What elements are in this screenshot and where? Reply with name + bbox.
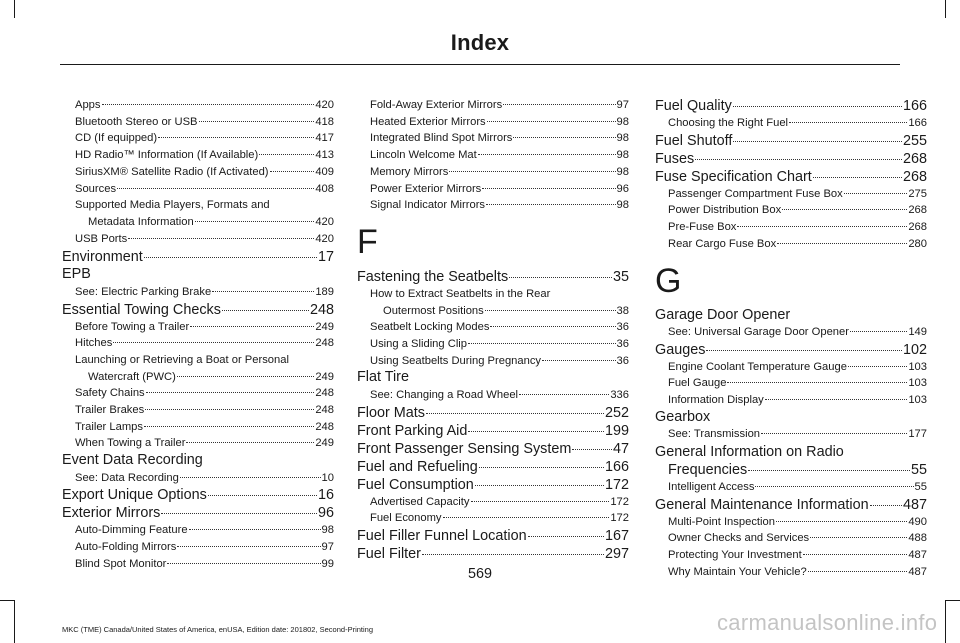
index-subentry[interactable]: Pre-Fuse Box 268 xyxy=(668,221,927,234)
index-subentry[interactable]: Safety Chains 248 xyxy=(75,387,334,400)
index-subentry[interactable]: See: Electric Parking Brake 189 xyxy=(75,285,334,298)
index-column-3 xyxy=(655,97,927,581)
index-heading: Event Data Recording xyxy=(62,452,203,469)
index-subentry[interactable]: Auto-Dimming Feature 98 xyxy=(75,524,334,537)
index-subentry[interactable]: Lincoln Welcome Mat 98 xyxy=(370,149,629,162)
index-entry[interactable]: Fuses 268 xyxy=(655,150,927,167)
index-subentry[interactable]: Fuel Gauge 103 xyxy=(668,377,927,390)
index-subentry[interactable]: Signal Indicator Mirrors 98 xyxy=(370,199,629,212)
index-subentry[interactable]: SiriusXM® Satellite Radio (If Activated) 409 xyxy=(75,165,334,178)
index-subentry[interactable]: See: Transmission 177 xyxy=(668,428,927,441)
index-subentry[interactable]: Trailer Lamps 248 xyxy=(75,420,334,433)
index-subentry[interactable]: See: Data Recording 10 xyxy=(75,471,334,484)
index-entry[interactable]: Fuel and Refueling 166 xyxy=(357,458,629,475)
index-entry[interactable]: General Maintenance Information 487 xyxy=(655,496,927,513)
index-entry[interactable]: Fuel Filter 297 xyxy=(357,546,629,563)
index-subentry[interactable]: Apps 420 xyxy=(75,99,334,111)
crop-mark xyxy=(14,600,15,643)
index-column-1 xyxy=(62,97,334,572)
index-subentry[interactable]: Supported Media Players, Formats and Metadata Information 420 xyxy=(75,199,334,228)
index-subentry[interactable]: Blind Spot Monitor 99 xyxy=(75,557,334,570)
index-subentry[interactable]: Power Exterior Mirrors 96 xyxy=(370,182,629,195)
index-subentry[interactable]: Protecting Your Investment 487 xyxy=(668,549,927,562)
index-entry[interactable]: Fastening the Seatbelts 35 xyxy=(357,268,629,285)
index-subentry[interactable]: HD Radio™ Information (If Available) 413 xyxy=(75,149,334,162)
index-entry[interactable]: Floor Mats 252 xyxy=(357,404,629,421)
index-entry[interactable]: Front Parking Aid 199 xyxy=(357,422,629,439)
index-entry[interactable]: General Information on Radio Frequencies 55 xyxy=(655,444,927,479)
index-subentry[interactable]: Choosing the Right Fuel 166 xyxy=(668,117,927,129)
index-entry[interactable]: Environment 17 xyxy=(62,249,334,266)
index-subentry[interactable]: How to Extract Seatbelts in the Rear Outermost Positions 38 xyxy=(370,287,629,317)
footer-text: MKC (TME) Canada/United States of America, enUSA, Edition date: 201802, Second-Printing xyxy=(62,625,373,634)
index-subentry[interactable]: Before Towing a Trailer 249 xyxy=(75,320,334,333)
index-heading: Flat Tire xyxy=(357,369,409,386)
index-subentry[interactable]: See: Universal Garage Door Opener 149 xyxy=(668,326,927,339)
index-subentry[interactable]: Owner Checks and Services 488 xyxy=(668,532,927,545)
crop-mark xyxy=(14,0,15,18)
index-entry[interactable]: Front Passenger Sensing System 47 xyxy=(357,440,629,457)
index-subentry[interactable]: Bluetooth Stereo or USB 418 xyxy=(75,115,334,128)
index-subentry[interactable]: Fuel Economy 172 xyxy=(370,512,629,525)
index-heading: Garage Door Opener xyxy=(655,306,791,323)
crop-mark xyxy=(945,600,960,601)
index-subentry[interactable]: Fold-Away Exterior Mirrors 97 xyxy=(370,99,629,111)
index-subentry[interactable]: Passenger Compartment Fuse Box 275 xyxy=(668,187,927,200)
index-subentry[interactable]: Auto-Folding Mirrors 97 xyxy=(75,541,334,554)
index-entry[interactable]: Export Unique Options 16 xyxy=(62,487,334,504)
page-number: 569 xyxy=(467,566,492,582)
index-subentry[interactable]: Trailer Brakes 248 xyxy=(75,404,334,417)
index-subentry[interactable]: Using Seatbelts During Pregnancy 36 xyxy=(370,354,629,367)
index-subentry[interactable]: Rear Cargo Fuse Box 280 xyxy=(668,237,927,250)
index-entry[interactable]: Fuse Specification Chart 268 xyxy=(655,168,927,185)
index-subentry[interactable]: Intelligent Access 55 xyxy=(668,481,927,494)
index-subentry[interactable]: When Towing a Trailer 249 xyxy=(75,437,334,450)
index-entry[interactable]: Exterior Mirrors 96 xyxy=(62,505,334,522)
index-entry[interactable]: Fuel Filler Funnel Location 167 xyxy=(357,528,629,545)
index-subentry[interactable]: Sources 408 xyxy=(75,182,334,195)
title-rule xyxy=(60,64,900,65)
index-column-2 xyxy=(357,97,629,563)
index-subentry[interactable]: Advertised Capacity 172 xyxy=(370,495,629,508)
index-subentry[interactable]: Memory Mirrors 98 xyxy=(370,165,629,178)
index-subentry[interactable]: See: Changing a Road Wheel 336 xyxy=(370,388,629,401)
index-entry[interactable]: Gauges 102 xyxy=(655,341,927,358)
watermark: carmanualsonline.info xyxy=(717,610,938,635)
index-subentry[interactable]: Multi-Point Inspection 490 xyxy=(668,515,927,528)
index-subentry[interactable]: Power Distribution Box 268 xyxy=(668,204,927,217)
page-title: Index xyxy=(450,30,510,55)
index-subentry[interactable]: Engine Coolant Temperature Gauge 103 xyxy=(668,360,927,373)
crop-mark xyxy=(945,0,946,18)
index-subentry[interactable]: Hitches 248 xyxy=(75,337,334,350)
index-entry[interactable]: Fuel Shutoff 255 xyxy=(655,132,927,149)
index-subentry[interactable]: USB Ports 420 xyxy=(75,232,334,245)
index-entry[interactable]: Fuel Quality 166 xyxy=(655,98,927,114)
index-subentry[interactable]: Integrated Blind Spot Mirrors 98 xyxy=(370,132,629,145)
index-heading: Gearbox xyxy=(655,408,711,425)
index-entry[interactable]: Fuel Consumption 172 xyxy=(357,476,629,493)
index-subentry[interactable]: Information Display 103 xyxy=(668,394,927,407)
index-subentry[interactable]: Launching or Retrieving a Boat or Personal Watercraft (PWC) 249 xyxy=(75,353,334,383)
section-letter: G xyxy=(655,261,682,300)
section-letter: F xyxy=(357,222,378,261)
crop-mark xyxy=(945,600,946,643)
index-subentry[interactable]: Seatbelt Locking Modes 36 xyxy=(370,321,629,334)
index-subentry[interactable]: Using a Sliding Clip 36 xyxy=(370,338,629,351)
index-subentry[interactable]: Why Maintain Your Vehicle? 487 xyxy=(668,565,927,578)
index-entry[interactable]: Essential Towing Checks 248 xyxy=(62,301,334,318)
index-subentry[interactable]: Heated Exterior Mirrors 98 xyxy=(370,115,629,128)
index-subentry[interactable]: CD (If equipped) 417 xyxy=(75,132,334,145)
crop-mark xyxy=(0,600,15,601)
index-heading: EPB xyxy=(62,266,91,283)
